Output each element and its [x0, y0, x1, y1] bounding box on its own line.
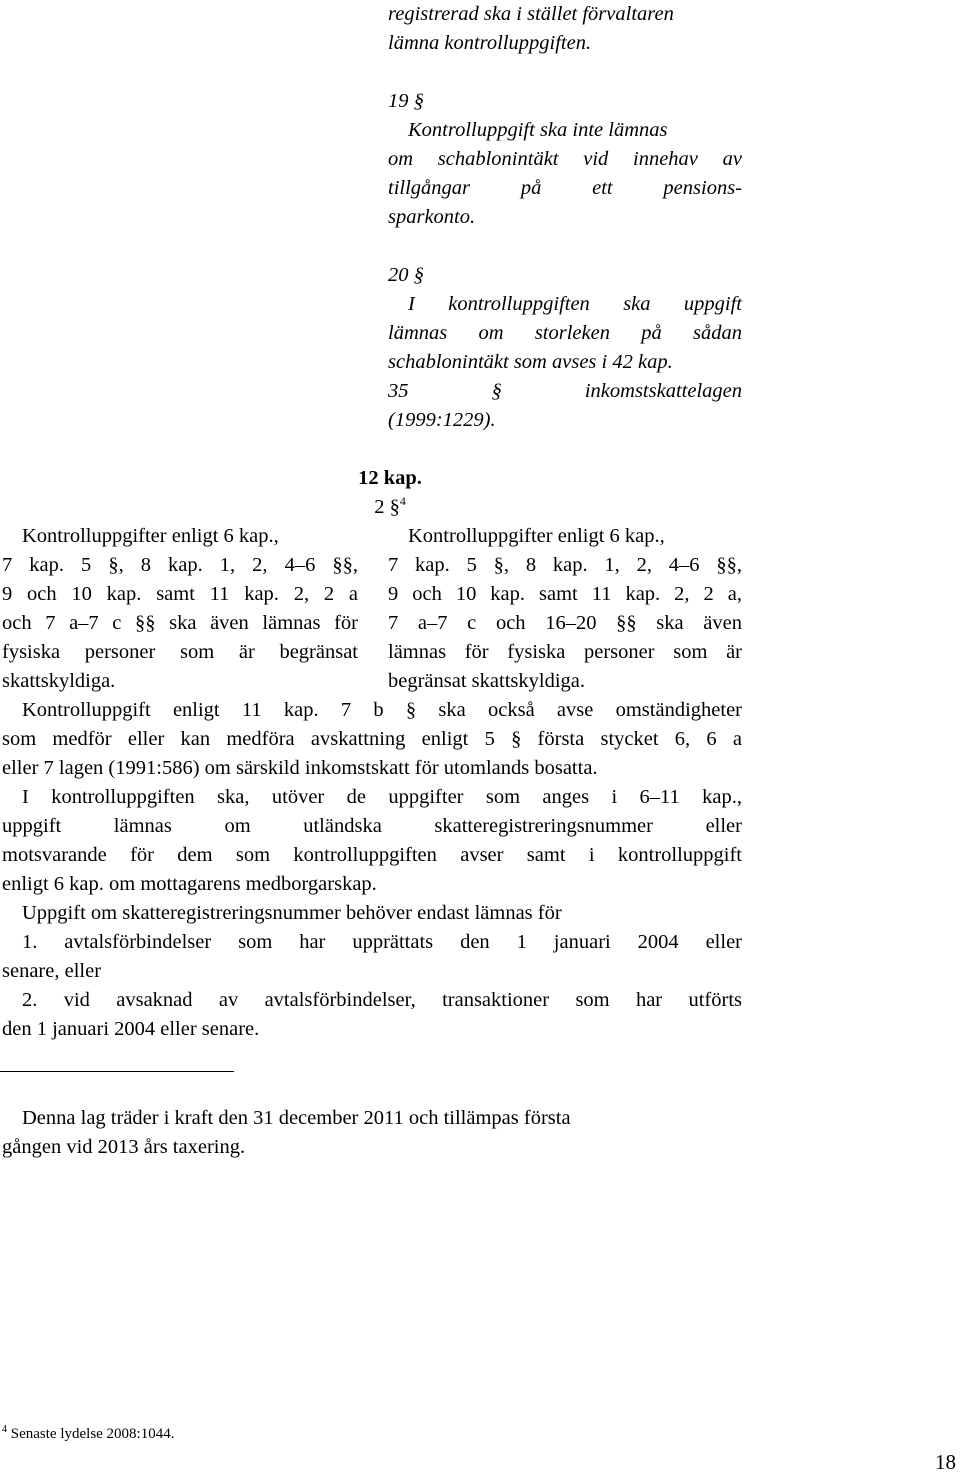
left-line-1: Kontrolluppgifter enligt 6 kap.,: [22, 525, 279, 547]
para19-line-2: om schablonintäkt vid innehav av: [388, 148, 742, 170]
p2-line-4: enligt 6 kap. om mottagarens medborgarskap.: [2, 873, 377, 895]
footnote-text: Senaste lydelse 2008:1044.: [10, 1426, 175, 1442]
para20-line-2: lämnas om storleken på sådan: [388, 322, 742, 344]
para20-line-5: (1999:1229).: [388, 409, 496, 431]
item2-line-1: 2. vid avsaknad av avtalsförbindelser, transaktioner som har utförts: [22, 989, 742, 1011]
section-heading-wrap: [280, 493, 500, 522]
right-line-2: 7 kap. 5 §, 8 kap. 1, 2, 4–6 §§,: [388, 554, 742, 576]
left-line-2: 7 kap. 5 §, 8 kap. 1, 2, 4–6 §§,: [2, 554, 358, 576]
para19-line-3: tillgångar på ett pensions-: [388, 177, 742, 199]
transition-line-2: gången vid 2013 års taxering.: [2, 1136, 246, 1158]
right-line-1: Kontrolluppgifter enligt 6 kap.,: [408, 525, 665, 547]
p1-line-2: som medför eller kan medföra avskattning enligt 5 § första stycket 6, 6 a: [2, 728, 742, 750]
para19-line-4: sparkonto.: [388, 206, 476, 228]
transition-line-1: Denna lag träder i kraft den 31 december 2011 och tillämpas första: [22, 1107, 571, 1129]
item1-line-1: 1. avtalsförbindelser som har upprättats den 1 januari 2004 eller: [22, 931, 742, 953]
para20-line-1: I kontrolluppgiften ska uppgift: [408, 293, 742, 315]
para20-heading: 20 §: [388, 264, 424, 286]
para20-line-4: 35 § inkomstskattelagen: [388, 380, 742, 402]
left-line-6: skattskyldiga.: [2, 670, 116, 692]
right-line-4: 7 a–7 c och 16–20 §§ ska även: [388, 612, 742, 634]
p3-line-1: Uppgift om skatteregistreringsnummer behöver endast lämnas för: [22, 902, 562, 924]
p1-line-3: eller 7 lagen (1991:586) om särskild inkomstskatt för utomlands bosatta.: [2, 757, 598, 779]
section-heading: 2 §: [374, 496, 400, 518]
p2-line-3: motsvarande för dem som kontrolluppgiften avser samt i kontrolluppgift: [2, 844, 742, 866]
left-line-3: 9 och 10 kap. samt 11 kap. 2, 2 a: [2, 583, 358, 605]
item1-line-2: senare, eller: [2, 960, 102, 982]
divider-rule: [0, 1071, 234, 1072]
chapter-heading: 12 kap.: [358, 467, 422, 489]
left-line-5: fysiska personer som är begränsat: [2, 641, 358, 663]
intro-line-1: registrerad ska i stället förvaltaren: [388, 3, 674, 25]
page-number: 18: [935, 1450, 956, 1474]
right-line-3: 9 och 10 kap. samt 11 kap. 2, 2 a,: [388, 583, 742, 605]
right-line-5: lämnas för fysiska personer som är: [388, 641, 742, 663]
p2-line-1: I kontrolluppgiften ska, utöver de uppgifter som anges i 6–11 kap.,: [22, 786, 742, 808]
footnote: [2, 1426, 174, 1443]
footnote-number: 4: [2, 1424, 7, 1435]
p1-line-1: Kontrolluppgift enligt 11 kap. 7 b § ska också avse omständigheter: [22, 699, 742, 721]
footnote-ref: 4: [399, 494, 406, 509]
intro-line-2: lämna kontrolluppgiften.: [388, 32, 592, 54]
para19-heading: 19 §: [388, 90, 424, 112]
left-line-4: och 7 a–7 c §§ ska även lämnas för: [2, 612, 358, 634]
p2-line-2: uppgift lämnas om utländska skatteregistreringsnummer eller: [2, 815, 742, 837]
para20-line-3: schablonintäkt som avses i 42 kap.: [388, 351, 673, 373]
item2-line-2: den 1 januari 2004 eller senare.: [2, 1018, 260, 1040]
right-line-6: begränsat skattskyldiga.: [388, 670, 585, 692]
para19-line-1: Kontrolluppgift ska inte lämnas: [408, 119, 668, 141]
